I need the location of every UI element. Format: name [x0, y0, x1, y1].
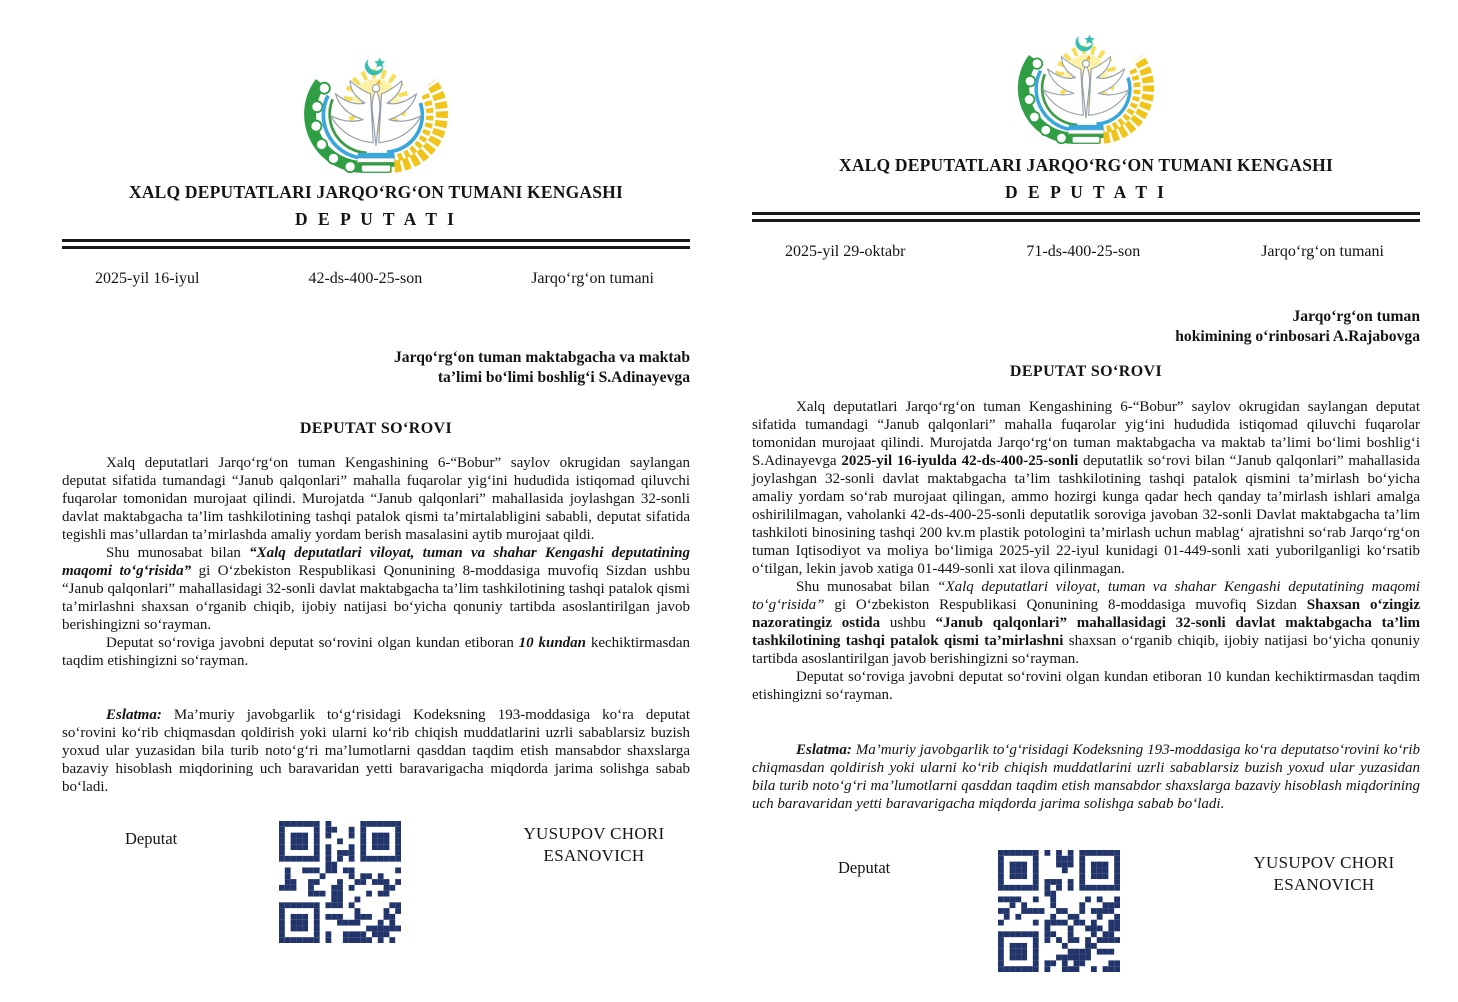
doc-date: 2025-yil 29-oktabr	[785, 243, 906, 260]
body-paragraph: Shu munosabat bilan “Xalq deputatlari viloyat, tuman va shahar Kengashi deputatining maqomi to‘g‘risida” gi O‘zbekiston Respublikasi Qonunining 8-moddasiga muvofiq Sizdan Shaxsan o‘zingiz nazoratingiz ostida ushbu “Janub qalqonlari” mahallasidagi 32-sonli davlat maktabgacha ta’lim tashkilotining tashqi patalok qismi ta’mirlashni shaxsan o‘rganib chiqib, ijobiy natijasi bo‘yicha qonuniy tartibda asoslantirilgan javob berishingizni so‘rayman.	[752, 578, 1421, 667]
body-paragraph: Xalq deputatlari Jarqo‘rg‘on tuman Kengashining 6-“Bobur” saylov okrugidan saylangan deputat sifatida tumandagi “Janub qalqonlari” mahalla fuqarolar yig‘ini hududida istiqomad qiluvchi fuqarolar tomonidan murojaat qilindi. Murojatda Jarqo‘rg‘on tuman maktabgacha va maktab ta’limi bo‘limi boshlig‘i S.Adinayevga 2025-yil 16-iyulda 42-ds-400-25-sonli deputatlik so‘rovi bilan “Janub qalqonlari” mahallasida joylashgan 32-sonli davlat maktabgacha ta’lim tashkilotining tashqi patalok qismini ta’mirlash bo‘yicha amaliy yordam so‘rab murojaat qilingan, ammo hozirgi kunga qadar hech qanday ta’mirlash ishlari amalga oshirililmagan, vaholanki 42-ds-400-25-sonli deputatlik soroviga javoban 32-sonli Davlat maktabgacha ta’lim tashkiloti binosining tashqi 200 kv.m plastik potologini ta’mirlash uchun mablag‘ ajratishni so‘rab Jarqo‘rg‘on tuman Iqtisodiyot va moliya bo‘limiga 2025-yil 22-iyul kunidagi 01-449-sonli xati yuborilganligi ko‘rsatib o‘tilgan, lekin javob xatiga 01-449-sonli xat ilova qilinmagan.	[752, 398, 1420, 577]
doc-number: 42-ds-400-25-son	[308, 270, 423, 287]
signature-role: Deputat	[838, 857, 891, 877]
addressee-line: hokimining o‘rinbosari A.Rajabovga	[1175, 328, 1420, 346]
body-paragraph: Xalq deputatlari Jarqo‘rg‘on tuman Kengashining 6-“Bobur” saylov okrugidan saylangan deputat sifatida tumandagi “Janub qalqonlari” mahalla fuqarolar yig‘ini hududida istiqomad qiluvchi fuqarolar tomonidan murojaat qilindi. Murojatda “Janub qalqonlari” mahallasida joylashgan 32-sonli davlat maktabgacha ta’lim tashkilotining tashqi patalok qismi ta’mirtalabligini sababli, deputat sifatida tegishli mas’ullardan ta’mirlashda amaliy yordam berish masalasini aytib murojaat qildi.	[62, 454, 690, 543]
document-right	[729, 0, 1458, 1002]
signature-row	[752, 850, 1420, 972]
meta-row	[62, 270, 690, 288]
org-name: XALQ DEPUTATLARI JARQO‘RG‘ON TUMANI KENGASHI	[129, 182, 623, 202]
signature-name	[1228, 852, 1420, 898]
addressee-line: ta’limi bo‘limi boshlig‘i S.Adinayevga	[437, 369, 690, 387]
addressee-block	[62, 348, 690, 389]
doc-place: Jarqo‘rg‘on tumani	[1261, 243, 1384, 260]
org-name: XALQ DEPUTATLARI JARQO‘RG‘ON TUMANI KENGASHI	[839, 155, 1333, 175]
doc-date: 2025-yil 16-iyul	[95, 270, 200, 287]
qr-code	[998, 850, 1120, 972]
qr-code	[279, 821, 401, 943]
org-subtitle: D E P U T A T I	[1005, 182, 1167, 202]
signature-role: Deputat	[125, 828, 178, 848]
signature-name-line: YUSUPOV CHORI	[523, 823, 665, 843]
signature-name-line: ESANOVICH	[543, 846, 645, 866]
double-rule	[752, 212, 1420, 222]
addressee-line: Jarqo‘rg‘on tuman maktabgacha va maktab	[393, 349, 690, 366]
note-paragraph: Eslatma: Ma’muriy javobgarlik to‘g‘risidagi Kodeksning 193-moddasiga ko‘ra deputat so‘rovini ko‘rib chiqmasdan qoldirish yoki ularni ko‘rib chiqish muddatlarini uzrli sabablarsiz buzish yoxud ular yuzasidan bila turib noto‘g‘ri ma’lumotlarni qasddan taqdim etish mansabdor shaxslarga bazaviy hisoblash miqdorining uch baravaridan yetti baravarigacha miqdorda jarima solishga sabab bo‘ladi.	[62, 706, 690, 795]
signature-row	[62, 821, 690, 943]
document-body	[752, 398, 1420, 704]
body-paragraph: Deputat so‘roviga javobni deputat so‘rovini olgan kundan etiboran 10 kundan kechiktirmasdan taqdim etishingizni so‘rayman.	[62, 634, 690, 669]
subject-title: DEPUTAT SO‘ROVI	[299, 419, 453, 437]
double-rule	[62, 239, 690, 249]
doc-place: Jarqo‘rg‘on tumani	[531, 270, 654, 287]
signature-name	[498, 823, 690, 869]
signature-name-line: YUSUPOV CHORI	[1253, 852, 1395, 872]
signature-name-line: ESANOVICH	[1273, 875, 1375, 895]
body-paragraph: Shu munosabat bilan “Xalq deputatlari viloyat, tuman va shahar Kengashi deputatining maqomi to‘g‘risida” gi O‘zbekiston Respublikasi Qonunining 8-moddasiga muvofiq Sizdan ushbu “Janub qalqonlari” mahallasidagi 32-sonli davlat maktabgacha ta’lim tashkilotining tashqi patalok qismi ta’mirlashni shaxsan o‘rganib chiqib, ijobiy natijasi bo‘yicha qonuniy tartibda asoslantirilgan javob berishingizni so‘rayman.	[62, 544, 691, 633]
doc-number: 71-ds-400-25-son	[1026, 243, 1141, 260]
org-subtitle: D E P U T A T I	[295, 209, 457, 229]
document-body	[62, 454, 690, 670]
uzbekistan-emblem-icon	[1016, 30, 1156, 148]
meta-row	[752, 243, 1420, 261]
uzbekistan-emblem-icon	[300, 55, 452, 175]
body-paragraph: Deputat so‘roviga javobni deputat so‘rovini olgan kundan etiboran 10 kundan kechiktirmasdan taqdim etishingizni so‘rayman.	[752, 668, 1420, 703]
addressee-block	[752, 307, 1420, 348]
note-paragraph: Eslatma: Ma’muriy javobgarlik to‘g‘risidagi Kodeksning 193-moddasiga ko‘ra deputatso‘rovini ko‘rib chiqmasdan qoldirish yoki ularni ko‘rib chiqish muddatlarini uzrli sabablarsiz buzish yoxud ular yuzasidan bila turib noto‘g‘ri ma’lumotlarni qasddan taqdim etish mansabdor shaxslarga bazaviy hisoblash miqdorining uch baravaridan yetti baravarigacha miqdorda jarima solishga sabab bo‘ladi.	[752, 741, 1420, 812]
subject-title: DEPUTAT SO‘ROVI	[1009, 362, 1163, 380]
addressee-line: Jarqo‘rg‘on tuman	[1292, 308, 1420, 325]
